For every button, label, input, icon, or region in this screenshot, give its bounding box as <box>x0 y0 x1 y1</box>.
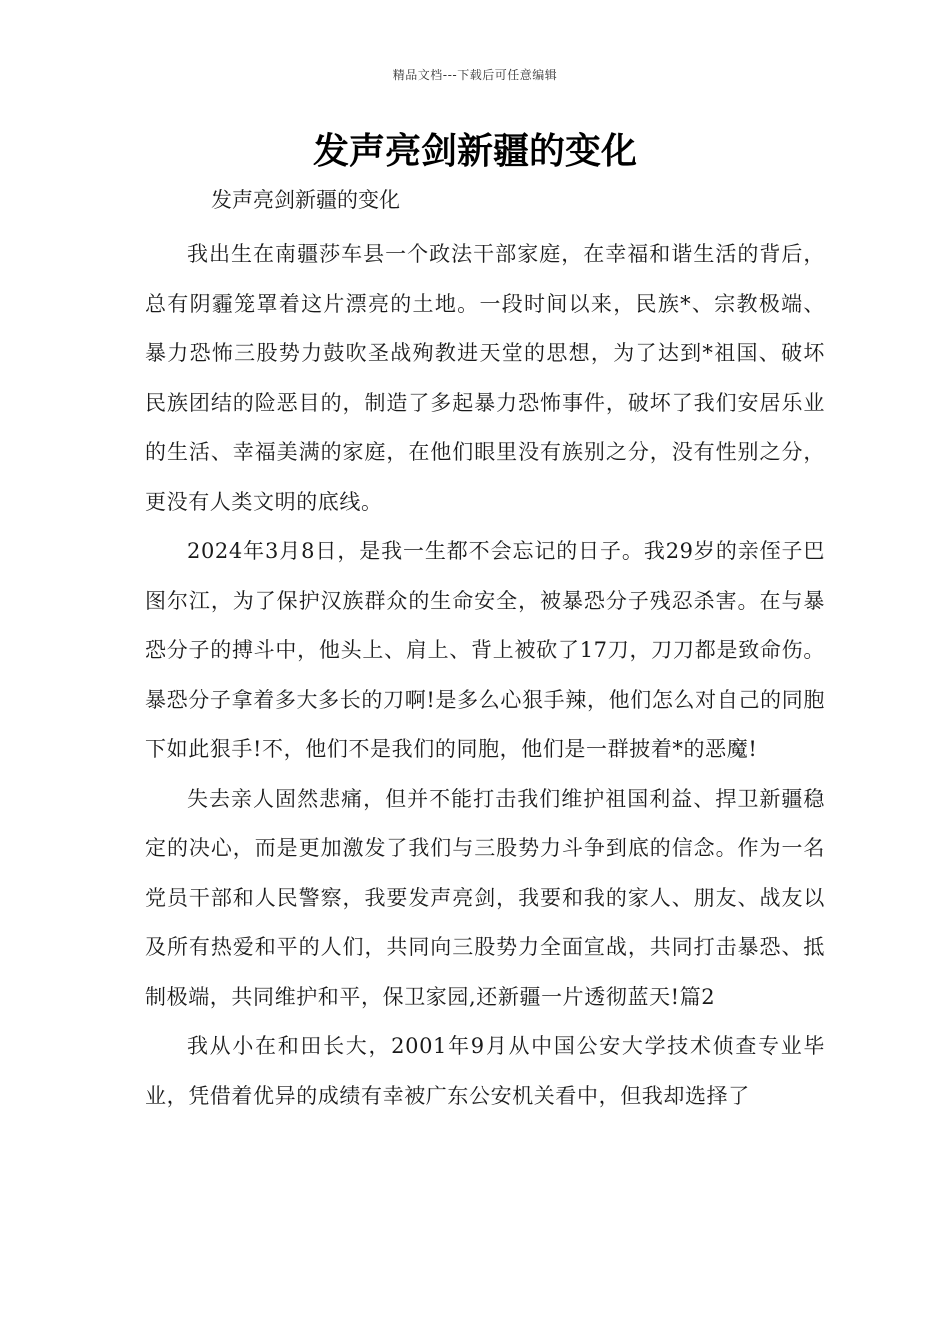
paragraph-1: 我出生在南疆莎车县一个政法干部家庭，在幸福和谐生活的背后，总有阴霾笼罩着这片漂亮的土地。一段时间以来，民族*、宗教极端、暴力恐怖三股势力鼓吹圣战殉教进天堂的思想，为了达到*祖国、破坏民族团结的险恶目的，制造了多起暴力恐怖事件，破坏了我们安居乐业的生活、幸福美满的家庭，在他们眼里没有族别之分，没有性别之分，更没有人类文明的底线。 <box>145 242 825 514</box>
document-body <box>145 230 825 1121</box>
document-title: 发声亮剑新疆的变化 <box>312 131 637 172</box>
paragraph-2: 2024年3月8日，是我一生都不会忘记的日子。我29岁的亲侄子巴图尔江，为了保护汉族群众的生命安全，被暴恐分子残忍杀害。在与暴恐分子的搏斗中，他头上、肩上、背上被砍了17刀，刀刀都是致命伤。暴恐分子拿着多大多长的刀啊!是多么心狠手辣，他们怎么对自己的同胞下如此狠手!不，他们不是我们的同胞，他们是一群披着*的恶魔! <box>145 539 825 761</box>
paragraph-3: 失去亲人固然悲痛，但并不能打击我们维护祖国利益、捍卫新疆稳定的决心，而是更加激发了我们与三股势力斗争到底的信念。作为一名党员干部和人民警察，我要发声亮剑，我要和我的家人、朋友、战友以及所有热爱和平的人们，共同向三股势力全面宣战，共同打击暴恐、抵制极端，共同维护和平，保卫家园,还新疆一片透彻蓝天!篇2 <box>145 786 825 1009</box>
paragraph-4: 我从小在和田长大，2001年9月从中国公安大学技术侦查专业毕业，凭借着优异的成绩有幸被广东公安机关看中，但我却选择了 <box>145 1034 825 1108</box>
header-note: 精品文档---下载后可任意编辑 <box>392 68 558 82</box>
document-subtitle: 发声亮剑新疆的变化 <box>211 188 400 212</box>
